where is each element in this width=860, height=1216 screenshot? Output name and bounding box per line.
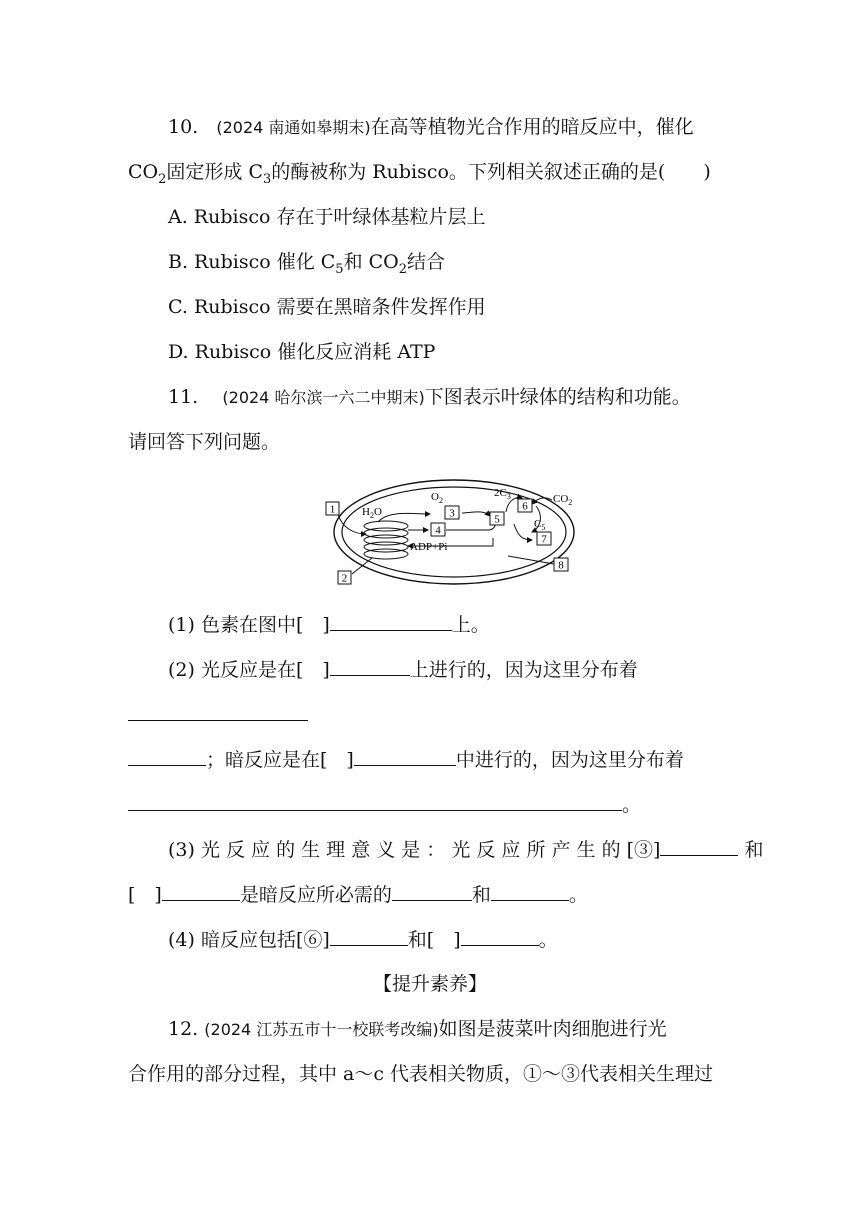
- label-box-3: [445, 506, 459, 520]
- label-box-2: [338, 571, 351, 585]
- part-text: (3) 光 反 应 的 生 理 意 义 是 ： 光 反 应 所 产 生 的 [③]: [168, 839, 661, 861]
- part-text: 和: [471, 884, 491, 906]
- q11-number: 11.: [168, 386, 199, 408]
- part-text: 和: [744, 839, 764, 861]
- q12-line1: [168, 1016, 667, 1043]
- c5-label: $C_5$: [534, 518, 546, 532]
- q11-part3-line1: [168, 837, 764, 863]
- part-text: 是暗反应所必需的: [239, 884, 392, 906]
- q10-option-c: C. Rubisco 需要在黑暗条件发挥作用: [168, 296, 486, 318]
- answer-blank[interactable]: [162, 882, 240, 901]
- q10-line2: [128, 159, 711, 193]
- q11-part2-line1: [168, 657, 638, 683]
- q10-stem-a: 在高等植物光合作用的暗反应中，催化: [370, 116, 694, 138]
- part-text: 。: [568, 884, 588, 906]
- option-sub: 5: [335, 261, 344, 277]
- q11-stem-a: 下图表示叶绿体的结构和功能。: [424, 386, 691, 408]
- answer-blank[interactable]: [330, 612, 452, 631]
- q10-stem-text: 固定形成 C: [166, 161, 263, 183]
- q12-stem-a: 如图是菠菜叶肉细胞进行光: [438, 1018, 667, 1040]
- option-sub: 2: [398, 261, 407, 277]
- label-6: 6: [522, 500, 528, 513]
- part-text: 和[ ]: [407, 929, 461, 951]
- co2-label: $CO_2$: [553, 493, 573, 507]
- part-text: (4) 暗反应包括[⑥]: [168, 929, 330, 951]
- part-text: (1) 色素在图中[ ]: [168, 614, 330, 636]
- part-text: 上。: [451, 614, 490, 636]
- q10-option-d: D. Rubisco 催化反应消耗 ATP: [168, 341, 436, 363]
- q11-source: (2024 哈尔滨一六二中期末): [222, 388, 425, 407]
- label-1: 1: [329, 503, 336, 516]
- part-text: 上进行的，因为这里分布着: [409, 659, 638, 681]
- q12-source: (2024 江苏五市十一校联考改编): [204, 1020, 439, 1039]
- h2o-label: $H_2O$: [362, 506, 382, 520]
- q10-stem-text: 的酶被称为 Rubisco。下列相关叙述正确的是( ): [271, 161, 711, 183]
- q11-line1: [168, 384, 691, 411]
- pointer-line-2: [352, 558, 372, 574]
- answer-line[interactable]: [128, 720, 308, 721]
- c3-label: $2C_3$: [494, 487, 511, 501]
- part-text: ；暗反应是在[ ]: [206, 749, 354, 771]
- box3-to-box5-arrow: [462, 512, 490, 516]
- q10-line1: [168, 114, 694, 141]
- answer-blank[interactable]: [330, 657, 410, 676]
- answer-blank[interactable]: [392, 882, 472, 901]
- answer-blank[interactable]: [354, 747, 456, 766]
- answer-blank[interactable]: [128, 747, 206, 766]
- label-8: 8: [558, 559, 564, 572]
- section-title: 【提升素养】: [372, 973, 487, 995]
- q11-part3-line2: [128, 882, 588, 908]
- q10-number: 10.: [168, 116, 199, 138]
- answer-blank[interactable]: [660, 837, 738, 856]
- q10-stem-sub: 3: [262, 171, 272, 187]
- label-box-1: [326, 502, 339, 516]
- label-box-7: [537, 532, 551, 546]
- chloroplast-diagram: [318, 476, 580, 588]
- label-4: 4: [435, 524, 441, 537]
- label-3: 3: [449, 507, 455, 520]
- label-box-4: [431, 523, 445, 537]
- label-5: 5: [494, 513, 500, 526]
- answer-blank[interactable]: [330, 927, 408, 946]
- part-text: [ ]: [128, 884, 162, 906]
- q12-stem-b: 合作用的部分过程，其中 a～c 代表相关物质，①～③代表相关生理过: [128, 1063, 714, 1085]
- option-text: 和 CO: [343, 251, 399, 273]
- answer-blank[interactable]: [491, 882, 569, 901]
- label-box-5: [490, 512, 504, 526]
- part-text: 中进行的，因为这里分布着: [455, 749, 684, 771]
- answer-blank[interactable]: [128, 792, 622, 811]
- option-text: B. Rubisco 催化 C: [168, 251, 336, 273]
- label-7: 7: [541, 533, 547, 546]
- q11-part1: [168, 612, 490, 638]
- q11-stem-b: 请回答下列问题。: [128, 431, 281, 453]
- q10-source: (2024 南通如皋期末): [216, 118, 371, 137]
- q10-stem-sub: 2: [158, 171, 167, 187]
- label-box-6: [518, 499, 532, 513]
- adp-pi-label: ADP+Pi: [410, 541, 448, 553]
- cycle-arrow-down: [514, 524, 532, 540]
- grana-stack: [364, 521, 408, 559]
- q12-number: 12.: [168, 1018, 199, 1040]
- part-text: 。: [538, 929, 558, 951]
- q11-part2-line3: [128, 792, 641, 818]
- answer-blank[interactable]: [461, 927, 539, 946]
- option-text: 结合: [407, 251, 446, 273]
- part-text: 。: [622, 794, 642, 816]
- q11-part2-line2: [128, 747, 684, 773]
- q10-option-a: A. Rubisco 存在于叶绿体基粒片层上: [168, 206, 486, 228]
- q11-part4: [168, 927, 558, 953]
- q10-option-b: [168, 249, 445, 283]
- part-text: (2) 光反应是在[ ]: [168, 659, 330, 681]
- label-2: 2: [341, 572, 348, 585]
- o2-label: $O_2$: [431, 491, 443, 505]
- label-box-8: [554, 558, 568, 572]
- box4-to-box5-arrow: [446, 520, 496, 530]
- q10-stem-text: CO: [128, 161, 159, 183]
